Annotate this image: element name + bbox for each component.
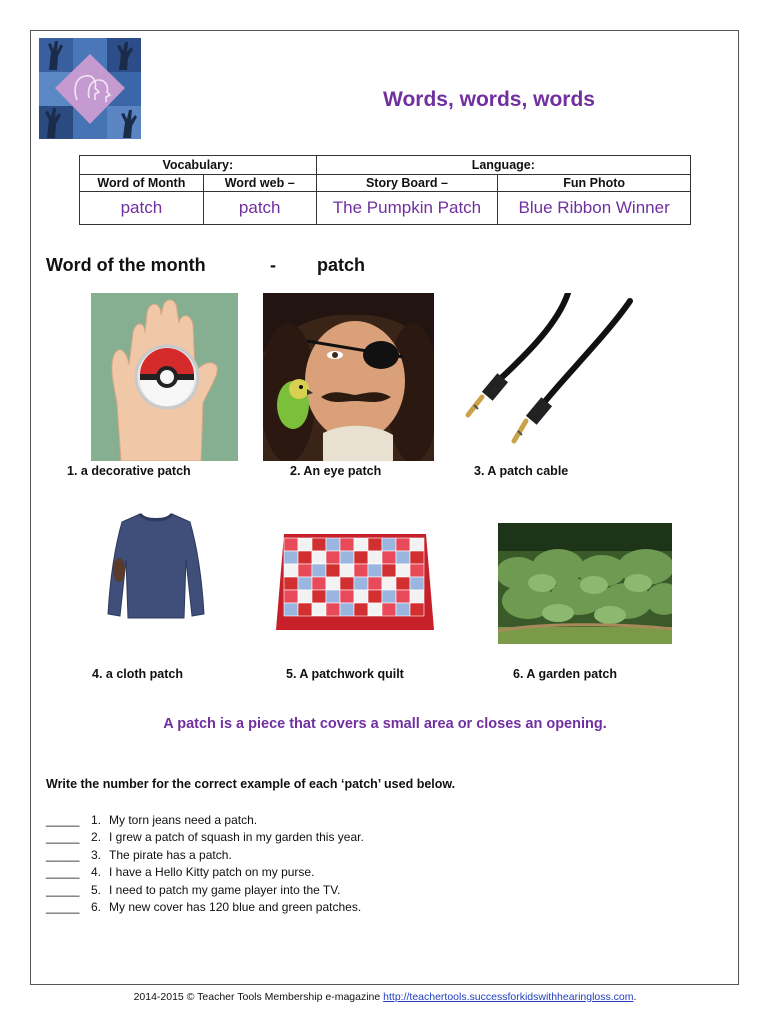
item-number: 5. xyxy=(91,882,102,897)
sentence-list xyxy=(46,813,364,917)
answer-blank: _____ xyxy=(46,813,80,827)
language-header: Language: xyxy=(316,156,690,175)
list-item xyxy=(46,848,364,865)
item-text: My new cover has 120 blue and green patches. xyxy=(109,899,362,914)
page-title: Words, words, words xyxy=(383,88,595,111)
vocabulary-table xyxy=(79,155,691,225)
footer xyxy=(0,991,770,1003)
list-item xyxy=(46,883,364,900)
column-story-board: Story Board – xyxy=(316,175,498,192)
item-number: 4. xyxy=(91,865,102,880)
item-number: 6. xyxy=(91,899,102,914)
value-story-board: The Pumpkin Patch xyxy=(316,192,498,225)
item-text: I need to patch my game player into the TV. xyxy=(109,882,341,897)
eye-patch-photo xyxy=(263,293,434,461)
item-number: 2. xyxy=(91,830,102,845)
column-word-of-month: Word of Month xyxy=(80,175,204,192)
example-caption-1: 1. a decorative patch xyxy=(67,464,191,478)
example-caption-3: 3. A patch cable xyxy=(474,464,569,478)
item-text: The pirate has a patch. xyxy=(109,847,232,862)
footer-link[interactable]: http://teachertools.successforkidswithhearingloss.com xyxy=(383,991,634,1003)
answer-blank: _____ xyxy=(46,882,80,897)
list-item xyxy=(46,900,364,917)
example-caption-2: 2. An eye patch xyxy=(290,464,382,478)
garden-patch-photo xyxy=(498,523,672,644)
value-word-web: patch xyxy=(203,192,316,225)
vocabulary-header: Vocabulary: xyxy=(80,156,317,175)
footer-text: 2014-2015 © Teacher Tools Membership e-magazine xyxy=(133,991,384,1003)
item-number: 1. xyxy=(91,813,102,827)
cloth-patch-photo xyxy=(106,510,206,623)
example-caption-5: 5. A patchwork quilt xyxy=(286,667,404,681)
example-caption-4: 4. a cloth patch xyxy=(92,667,183,681)
answer-blank: _____ xyxy=(46,830,80,845)
footer-end: . xyxy=(633,991,637,1003)
section-heading-word: patch xyxy=(317,255,366,275)
item-text: I have a Hello Kitty patch on my purse. xyxy=(109,865,315,880)
answer-blank: _____ xyxy=(46,865,80,880)
patchwork-quilt-photo xyxy=(270,530,438,634)
patch-cable-photo xyxy=(458,293,638,448)
column-fun-photo: Fun Photo xyxy=(498,175,691,192)
instruction-text: Write the number for the correct example of each ‘patch’ used below. xyxy=(46,777,456,791)
value-word-of-month: patch xyxy=(80,192,204,225)
item-text: My torn jeans need a patch. xyxy=(109,813,258,827)
section-heading-label: Word of the month xyxy=(46,255,206,275)
item-text: I grew a patch of squash in my garden this year. xyxy=(109,830,364,845)
answer-blank: _____ xyxy=(46,847,80,862)
item-number: 3. xyxy=(91,847,102,862)
section-heading-dash: - xyxy=(270,255,276,275)
decorative-patch-photo xyxy=(91,293,238,461)
list-item xyxy=(46,865,364,882)
list-item xyxy=(46,830,364,847)
example-caption-6: 6. A garden patch xyxy=(513,667,617,681)
answer-blank: _____ xyxy=(46,899,80,914)
column-word-web: Word web – xyxy=(203,175,316,192)
list-item xyxy=(46,813,364,830)
definition-text: A patch is a piece that covers a small area or closes an opening. xyxy=(163,716,607,732)
logo xyxy=(39,38,141,139)
value-fun-photo: Blue Ribbon Winner xyxy=(498,192,691,225)
